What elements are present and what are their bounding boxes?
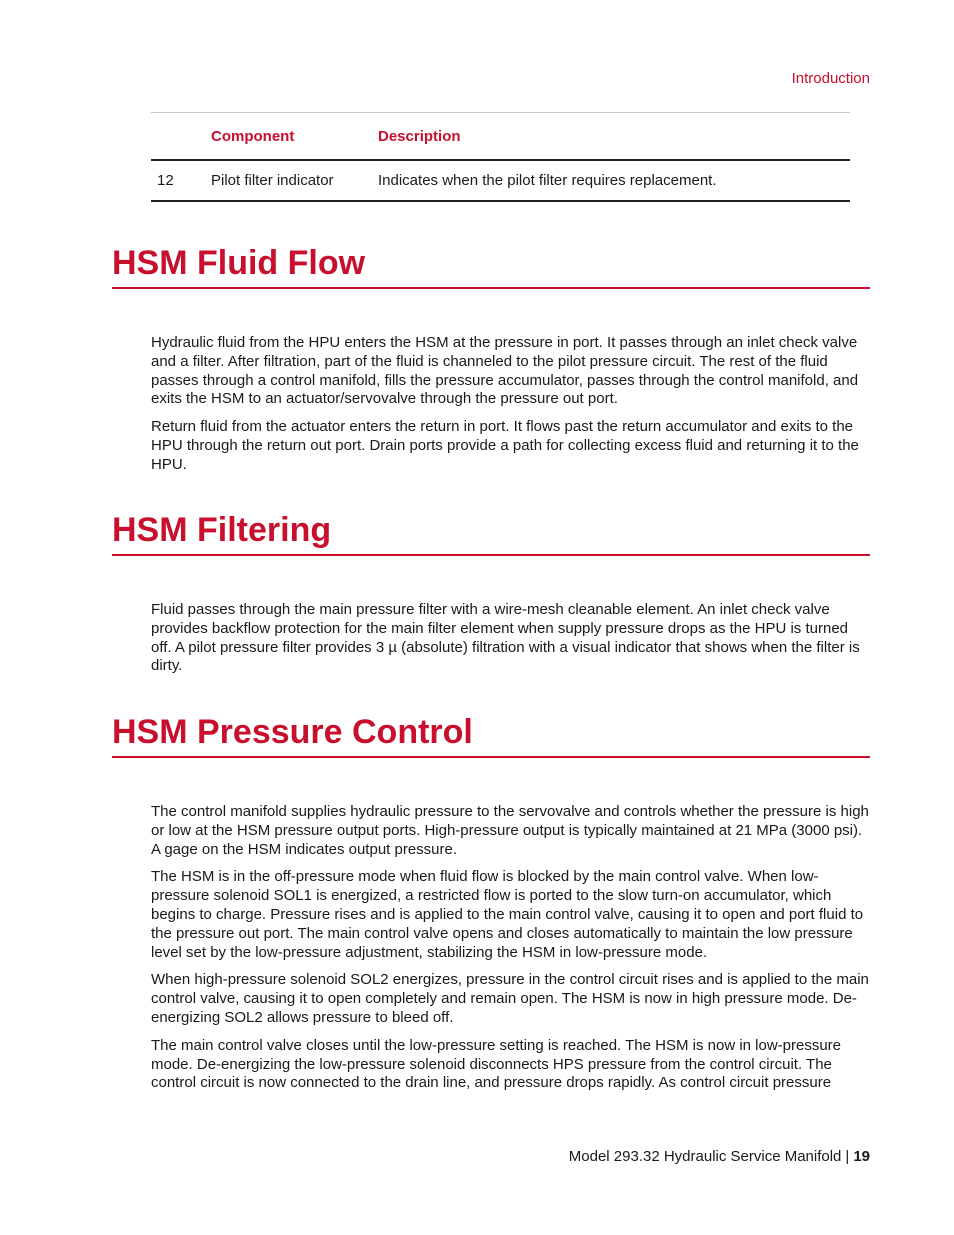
paragraph: The control manifold supplies hydraulic pressure to the servovalve and controls whether the pressure is high or low at the HSM pressure output ports. High-pressure output is typically maintained at 21 MPa (3000 psi). A gage on the HSM indicates output pressure. — [151, 803, 869, 858]
page-footer — [569, 1148, 870, 1165]
footer-title: Model 293.32 Hydraulic Service Manifold — [568, 1148, 842, 1165]
row-number-cell: 12 — [151, 160, 211, 201]
section-heading-filtering: HSM Filtering — [112, 510, 870, 556]
section-body-filtering — [151, 601, 871, 685]
page-number: 19 — [853, 1148, 870, 1165]
section-heading-pressure-control: HSM Pressure Control — [112, 712, 870, 758]
section-body-pressure-control — [151, 803, 871, 1102]
paragraph: Fluid passes through the main pressure filter with a wire-mesh cleanable element. An inlet check valve provides backflow protection for the main filter element when supply pressure drops as the HPU is turned off. A pilot pressure filter provides 3 µ (absolute) filtration with a visual indicator that shows when the filter is dirty. — [151, 601, 860, 675]
section-heading-fluid-flow: HSM Fluid Flow — [112, 243, 870, 289]
paragraph: When high-pressure solenoid SOL2 energizes, pressure in the control circuit rises and is applied to the main control valve, causing it to open completely and remain open. The HSM is now in high pressure mode. De-energizing SOL2 allows pressure to bleed off. — [151, 971, 869, 1026]
paragraph: The HSM is in the off-pressure mode when fluid flow is blocked by the main control valve. When low-pressure solenoid SOL1 is energized, a restricted flow is ported to the slow turn-on accumulator, which begins to charge. Pressure rises and is applied to the main control valve, causing it to open and port fluid to the pressure out port. The main control valve opens and closes automatically to maintain the low pressure level set by the low-pressure adjustment, stabilizing the HSM in low-pressure mode. — [151, 868, 864, 961]
paragraph: The main control valve closes until the low-pressure setting is reached. The HSM is now in low-pressure mode. De-energizing the low-pressure solenoid disconnects HPS pressure from the control circuit. The control circuit is now connected to the drain line, and pressure drops rapidly. As control circuit pressure — [151, 1036, 842, 1092]
component-cell: Pilot filter indicator — [211, 160, 378, 201]
column-header-number — [151, 113, 211, 161]
table-header-row — [151, 113, 850, 161]
paragraph: Return fluid from the actuator enters the return in port. It flows past the return accumulator and exits to the HPU through the return out port. Drain ports provide a path for collecting excess fluid and returning it to the HPU. — [151, 418, 859, 473]
running-header: Introduction — [791, 70, 870, 87]
paragraph: Hydraulic fluid from the HPU enters the HSM at the pressure in port. It passes through an inlet check valve and a filter. After filtration, part of the fluid is channeled to the pilot pressure circuit. The rest of the fluid passes through a control manifold, fills the pressure accumulator, passes through the control manifold, and exits the HSM to an actuator/servovalve through the pressure out port. — [151, 334, 859, 408]
column-header-component: Component — [211, 113, 378, 161]
footer-separator: | — [845, 1148, 850, 1165]
section-body-fluid-flow — [151, 334, 871, 484]
description-cell: Indicates when the pilot filter requires replacement. — [378, 160, 850, 201]
column-header-description: Description — [378, 113, 850, 161]
table-row — [151, 160, 850, 201]
component-table — [151, 112, 850, 202]
